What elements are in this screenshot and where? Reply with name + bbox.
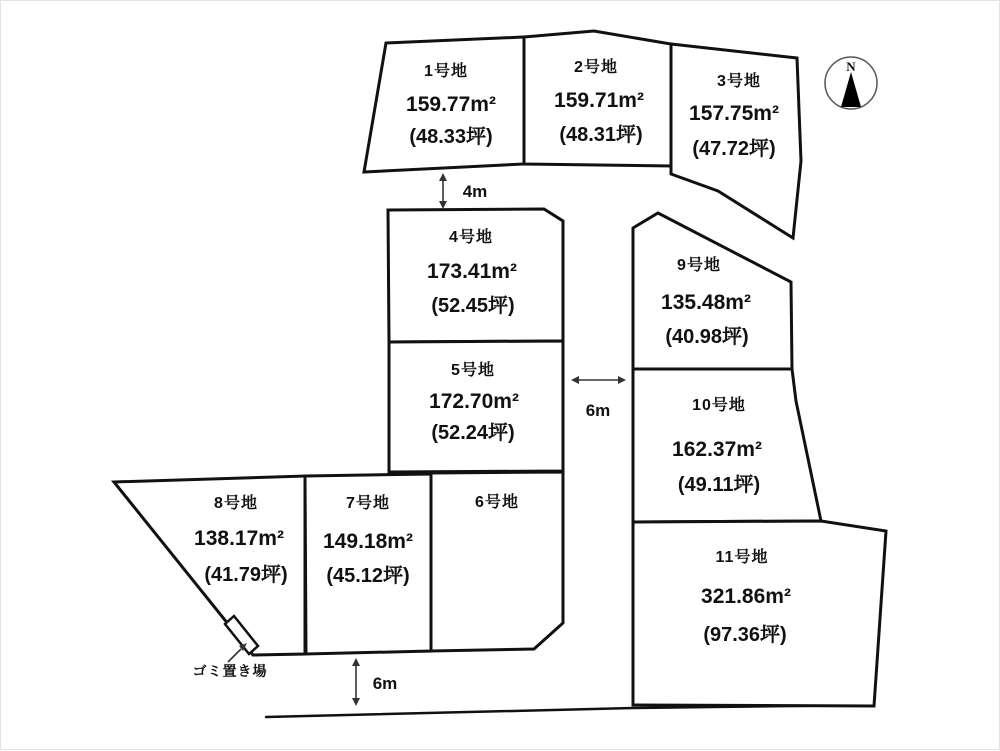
lot-6-label-group (475, 492, 519, 511)
compass-north-label: N (846, 59, 856, 74)
lot-name: 2号地 (574, 59, 618, 76)
lot-name: 3号地 (717, 73, 761, 90)
lot-tsubo: (47.72坪) (692, 138, 776, 160)
arrow-left-icon (571, 376, 579, 384)
lot-name: 11号地 (715, 549, 769, 566)
lot-area: 173.41m² (427, 260, 517, 283)
lot-tsubo: (49.11坪) (677, 474, 761, 496)
lot-tsubo: (41.79坪) (204, 564, 288, 586)
lot-name: 4号地 (449, 229, 493, 246)
lot-name: 1号地 (424, 63, 468, 80)
lot-tsubo: (40.98坪) (665, 326, 749, 348)
lot-name: 7号地 (346, 495, 390, 512)
lot-tsubo: (52.24坪) (431, 422, 515, 444)
garbage-pointer-line (228, 649, 241, 662)
lot-area: 159.71m² (554, 89, 644, 112)
compass-north-icon (825, 57, 877, 109)
lot-tsubo: (97.36坪) (703, 624, 787, 646)
lot-area: 149.18m² (323, 530, 413, 553)
lot-area: 162.37m² (672, 438, 762, 461)
lot-tsubo: (52.45坪) (431, 295, 515, 317)
arrow-up-icon (352, 658, 360, 666)
arrow-down-icon (439, 201, 447, 209)
middle-road-width-label: 6m (585, 401, 611, 420)
arrow-down-icon (352, 698, 360, 706)
lot-layout-drawing (1, 1, 1000, 751)
lot-tsubo: (48.33坪) (409, 126, 493, 148)
lot-name: 6号地 (475, 494, 519, 511)
lot-area: 157.75m² (689, 102, 779, 125)
lot-name: 9号地 (677, 257, 721, 274)
lot-area: 138.17m² (194, 527, 284, 550)
lot-tsubo: (48.31坪) (559, 124, 643, 146)
garbage-area-label: ゴミ置き場 (192, 663, 268, 679)
lot-name: 5号地 (451, 362, 495, 379)
arrow-up-icon (439, 173, 447, 181)
lot-area: 159.77m² (406, 93, 496, 116)
lot-area: 321.86m² (701, 585, 791, 608)
top-road-width-label: 4m (462, 182, 488, 201)
lot-name: 10号地 (692, 397, 746, 414)
lot-tsubo: (45.12坪) (326, 565, 410, 587)
lot-area: 135.48m² (661, 291, 751, 314)
lot-name: 8号地 (214, 495, 258, 512)
bottom-road-width-label: 6m (372, 674, 398, 693)
arrow-right-icon (618, 376, 626, 384)
lot-area: 172.70m² (429, 390, 519, 413)
